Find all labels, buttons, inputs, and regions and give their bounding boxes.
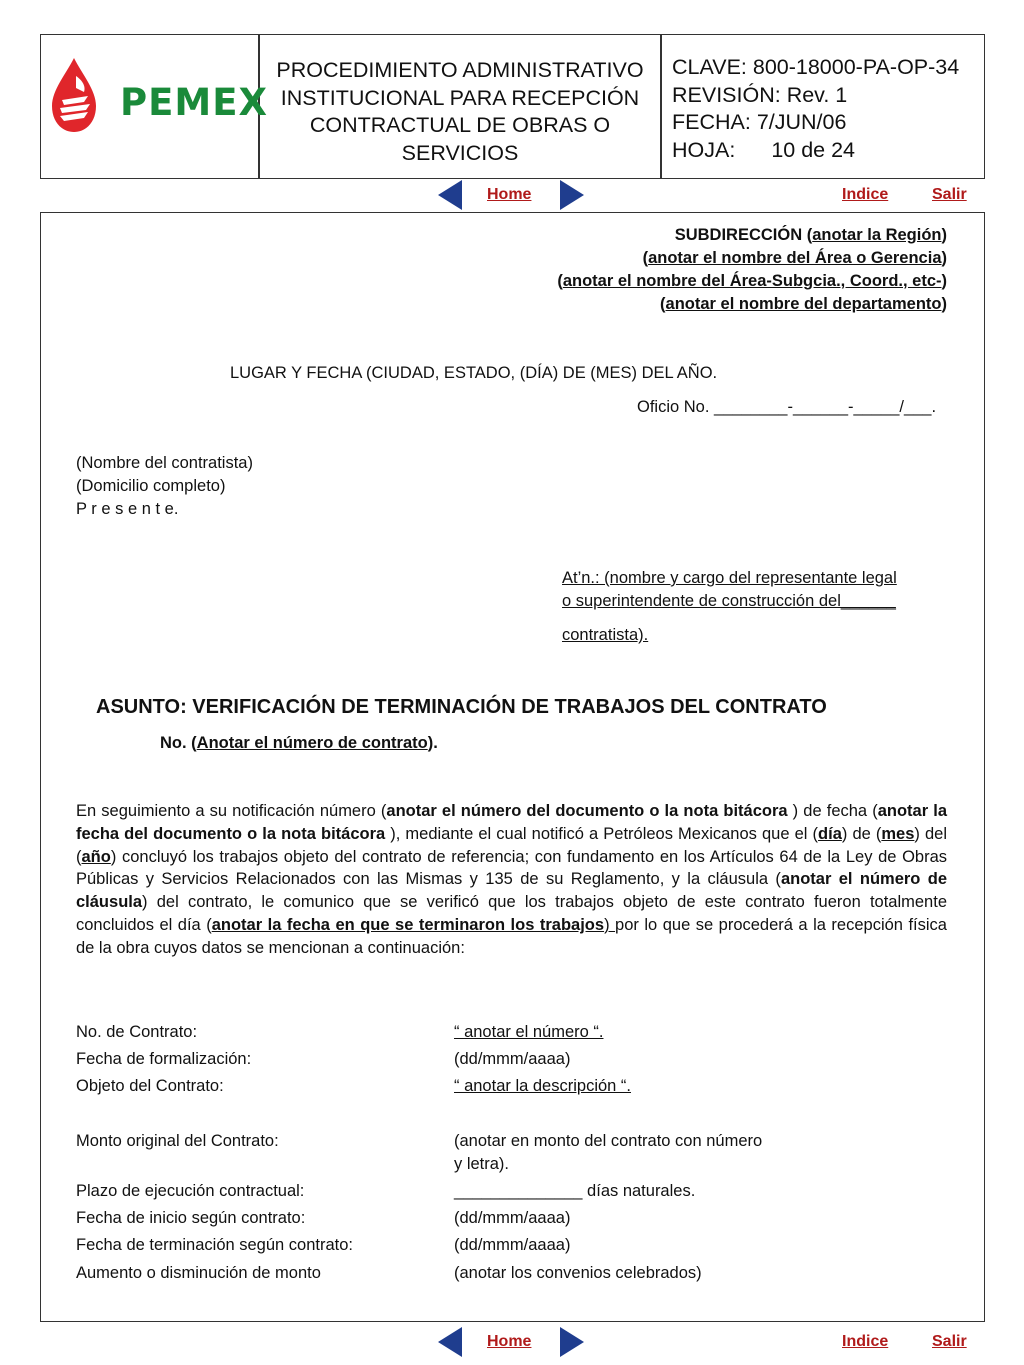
oficio-blanks: ________-______-_____/___. xyxy=(714,398,937,416)
next-arrow-icon-bottom[interactable] xyxy=(560,1327,584,1357)
place-and-date: LUGAR Y FECHA (CIUDAD, ESTADO, (DÍA) DE (MES) DEL AÑO. xyxy=(230,364,718,382)
fecha: FECHA: 7/JUN/06 xyxy=(672,110,847,134)
prev-arrow-icon[interactable] xyxy=(438,180,462,210)
atn-line: contratista). xyxy=(562,626,649,644)
prev-arrow-icon-bottom[interactable] xyxy=(438,1327,462,1357)
header-divider-2 xyxy=(660,34,662,179)
home-link-bottom[interactable]: Home xyxy=(487,1333,532,1350)
atn-line: At’n.: (nombre y cargo del representante legal xyxy=(562,569,897,587)
subdireccion-line: SUBDIRECCIÓN (anotar la Región) xyxy=(674,226,947,244)
home-link[interactable]: Home xyxy=(487,186,532,203)
salir-link[interactable]: Salir xyxy=(932,186,967,203)
contractor-address: (Domicilio completo) xyxy=(76,477,226,495)
next-arrow-icon[interactable] xyxy=(560,180,584,210)
contractor-block xyxy=(76,452,253,521)
revision: REVISIÓN: Rev. 1 xyxy=(672,82,848,107)
contract-number-line: No. (Anotar el número de contrato). xyxy=(160,734,438,752)
title-line: CONTRACTUAL DE OBRAS O xyxy=(309,113,611,137)
salir-link-bottom[interactable]: Salir xyxy=(932,1333,967,1350)
body-paragraph: En seguimiento a su notificación número (anotar el número del documento o la nota bitácora ) de fecha (anotar la fecha del documento o la nota bitácora ), mediante el cual notificó a Petróleos Mexicanos que el (día) de (mes) del (año) concluyó los trabajos objeto del contrato de referencia; con fundamento en los Artículos 64 de la Ley de Obras Públicas y Servicios Relacionados con las Mismas y 135 de su Reglamento, y la cláusula (anotar el número de cláusula) del contrato, le comunico que se verificó que los trabajos objeto de este contrato fueron totalmente concluidos el día (anotar la fecha en que se terminaron los trabajos) por lo que se procederá a la recepción física de la obra cuyos datos se mencionan a continuación: xyxy=(76,802,948,957)
oficio-number: Oficio No. ________-______-_____/___. xyxy=(637,398,937,416)
atn-line: o superintendente de construcción del______ xyxy=(562,592,896,610)
indice-link[interactable]: Indice xyxy=(842,186,889,203)
attention-block xyxy=(562,567,897,647)
contractor-name: (Nombre del contratista) xyxy=(76,454,253,472)
hoja-value: 10 de 24 xyxy=(771,137,856,162)
subject-title: ASUNTO: VERIFICACIÓN DE TERMINACIÓN DE TRABAJOS DEL CONTRATO xyxy=(96,696,827,718)
indice-link-bottom[interactable]: Indice xyxy=(842,1333,889,1350)
clave: CLAVE: 800-18000-PA-OP-34 xyxy=(672,55,960,79)
hoja xyxy=(672,137,982,165)
title-line: PROCEDIMIENTO ADMINISTRATIVO xyxy=(276,58,644,82)
area-line: (anotar el nombre del Área o Gerencia) xyxy=(642,249,947,267)
hoja-label: HOJA: xyxy=(672,137,736,162)
presente: P r e s e n t e. xyxy=(76,500,179,518)
document-meta xyxy=(672,54,982,164)
subgcia-line: (anotar el nombre del Área-Subgcia., Coord., etc-) xyxy=(557,272,947,290)
document-title xyxy=(260,57,660,167)
title-line: INSTITUCIONAL PARA RECEPCIÓN xyxy=(280,85,640,110)
depto-line: (anotar el nombre del departamento) xyxy=(660,295,947,313)
addressee-block xyxy=(300,224,947,316)
title-line: SERVICIOS xyxy=(401,140,519,165)
logo-wordmark: PEMEX xyxy=(120,81,269,124)
